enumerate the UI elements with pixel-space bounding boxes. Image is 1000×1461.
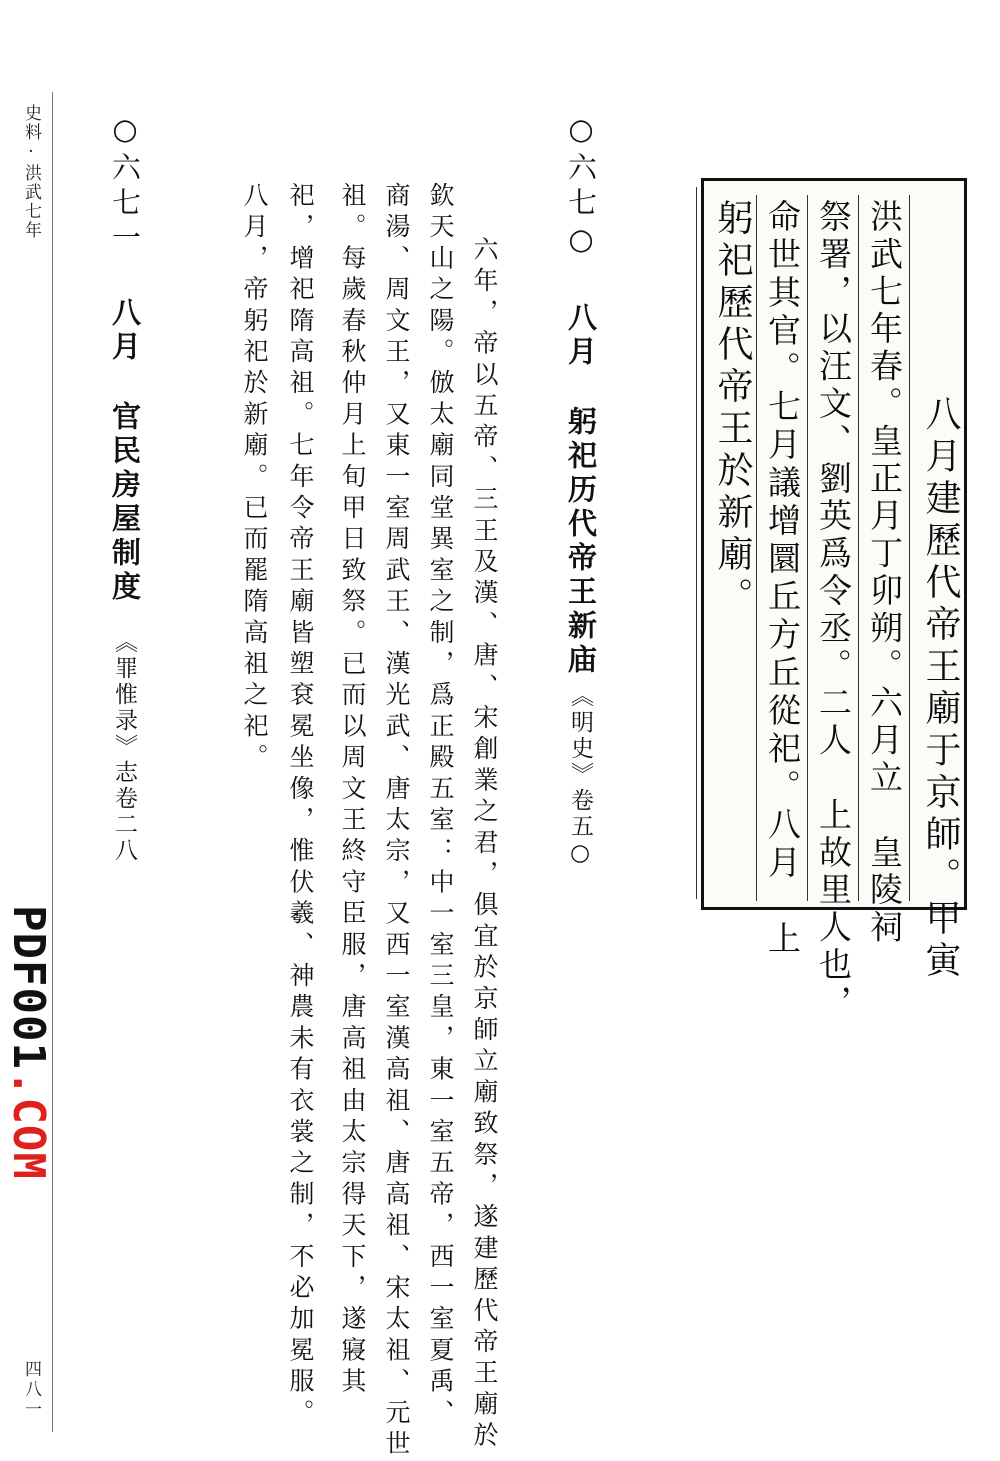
entry-670-body-line-1: 六年，帝以五帝、三王及漢、唐、宋創業之君，俱宜於京師立廟致祭，遂建歷代帝王廟於 bbox=[470, 236, 499, 1453]
entry-671-source: 《罪惟录》志卷二八 bbox=[111, 630, 137, 864]
entry-670-number: ○六七○ bbox=[564, 112, 598, 262]
inset-column-rule bbox=[756, 195, 757, 901]
entry-671-month: 八月 bbox=[108, 297, 142, 365]
inset-line-1: 八月建歷代帝王廟于京師。甲寅 bbox=[920, 395, 961, 983]
inset-column-rule bbox=[858, 195, 859, 901]
watermark bbox=[3, 905, 54, 1180]
inset-line-4: 命世其官。七月議增圜丘方丘從祀。八月 上 bbox=[763, 199, 802, 959]
entry-670-source: 《明史》卷五○ bbox=[567, 684, 593, 869]
inset-line-5: 躬祀歷代帝王於新廟。 bbox=[712, 199, 753, 619]
entry-670-heading bbox=[564, 112, 598, 678]
entry-670-body-line-3: 商湯、周文王，又東一室周武王、漢光武、唐太宗，又西一室漢高祖、唐高祖、宋太祖、元世 bbox=[382, 182, 411, 1461]
running-head: 史料·洪武七年 bbox=[21, 104, 41, 240]
inset-line-2: 洪武七年春。皇正月丁卯朔。六月立 皇陵祠 bbox=[865, 199, 904, 947]
page-number: 四八一 bbox=[21, 1360, 41, 1420]
entry-670-body-line-6: 八月，帝躬祀於新廟。已而罷隋高祖之祀。 bbox=[240, 182, 269, 775]
entry-670-body-line-5: 祀，增祀隋高祖。七年令帝王廟皆塑袞冕坐像，惟伏羲、神農未有衣裳之制，不必加冕服。 bbox=[286, 182, 315, 1430]
margin-divider bbox=[52, 92, 53, 1432]
entry-671-heading bbox=[108, 112, 142, 605]
inset-column-rule bbox=[909, 195, 910, 901]
entry-670-month: 八月 bbox=[564, 302, 598, 370]
entry-670-body-line-4: 祖。每歲春秋仲月上旬甲日致祭。已而以周文王終守臣服，唐高祖由太宗得天下，遂寢其 bbox=[338, 182, 367, 1399]
entry-670-body-line-2: 欽天山之陽。倣太廟同堂異室之制，爲正殿五室：中一室三皇，東一室五帝，西一室夏禹、 bbox=[426, 182, 455, 1430]
entry-670-title: 躬祀历代帝王新庙 bbox=[564, 406, 598, 678]
inset-column-rule bbox=[807, 195, 808, 901]
entry-671-number: ○六七一 bbox=[108, 112, 142, 257]
entry-671-title: 官民房屋制度 bbox=[108, 401, 142, 605]
watermark-text-b: .COM bbox=[3, 1069, 54, 1180]
inset-line-3: 祭署，以汪文、劉英爲令丞。二人 上故里人也， bbox=[814, 199, 853, 1022]
watermark-text-a: PDF001 bbox=[3, 905, 54, 1070]
woodblock-facsimile bbox=[701, 178, 967, 1022]
